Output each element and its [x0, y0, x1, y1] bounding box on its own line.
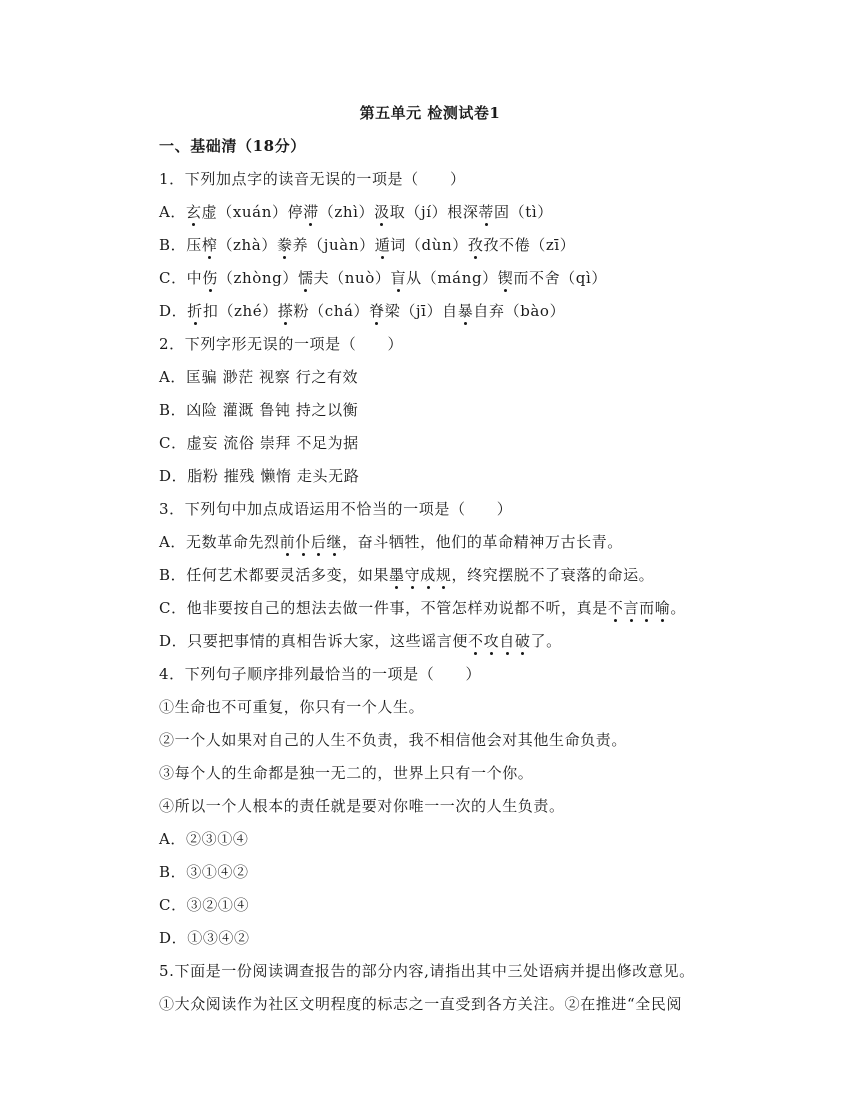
dotted-idiom: [608, 599, 670, 617]
q1-option-d: D．折扣（zhé）搽粉（chá）脊梁（jī）自暴自弃（bào）: [159, 302, 566, 320]
dotted-char: 懦: [297, 269, 314, 287]
q4-option-b: B．③①④②: [159, 863, 249, 881]
dotted-idiom: [280, 533, 342, 551]
q3-option-d: D．只要把事情的真相告诉大家，这些谣言便不攻自破了。: [159, 632, 562, 650]
dotted-char: 遁: [374, 236, 391, 254]
dotted-char: 不: [607, 599, 624, 617]
dotted-char: 而: [639, 599, 655, 617]
dotted-char: 墨: [389, 566, 405, 584]
dotted-char: 前: [279, 533, 296, 551]
dotted-char: 蒂: [478, 203, 495, 221]
q3-stem: 3．下列句中加点成语运用不恰当的一项是（ ）: [159, 500, 513, 518]
dotted-char: 伤: [202, 269, 218, 287]
q4-option-c: C．③②①④: [159, 896, 250, 914]
q1-stem: 1．下列加点字的读音无误的一项是（ ）: [159, 170, 466, 188]
dotted-char: 攻: [483, 632, 500, 650]
q4-sentence-1: ①生命也不可重复，你只有一个人生。: [159, 698, 425, 716]
q2-option-c: C．虚妄 流俗 崇拜 不足为据: [159, 434, 359, 452]
section-heading: 一、基础清（18分）: [159, 137, 306, 155]
dotted-char: 榨: [201, 236, 218, 254]
page-title: 第五单元 检测试卷1: [359, 104, 501, 122]
dotted-char: 折: [187, 302, 203, 320]
q5-stem: 5.下面是一份阅读调查报告的部分内容,请指出其中三处语病并提出修改意见。: [159, 962, 695, 980]
q2-option-d: D．脂粉 摧残 懒惰 走头无路: [159, 467, 360, 485]
q4-sentence-2: ②一个人如果对自己的人生不负责，我不相信他会对其他生命负责。: [159, 731, 628, 749]
q5-paragraph: ①大众阅读作为社区文明程度的标志之一直受到各方关注。②在推进“全民阅: [159, 995, 683, 1013]
dotted-char: 破: [514, 632, 531, 650]
q2-stem: 2．下列字形无误的一项是（ ）: [159, 335, 404, 353]
q1-option-c: C．中伤（zhòng）懦夫（nuò）盲从（máng）锲而不舍（qì）: [159, 269, 607, 287]
dotted-char: 自: [499, 632, 515, 650]
q2-option-b: B．凶险 灌溉 鲁钝 持之以衡: [159, 401, 359, 419]
q4-sentence-4: ④所以一个人根本的责任就是要对你唯一一次的人生负责。: [159, 797, 565, 815]
q1-option-b: B．压榨（zhà）豢养（juàn）遁词（dùn）孜孜不倦（zī）: [159, 236, 576, 254]
dotted-char: 成: [420, 566, 436, 584]
q4-stem: 4．下列句子顺序排列最恰当的一项是（ ）: [159, 665, 482, 683]
dotted-char: 盲: [390, 269, 407, 287]
dotted-idiom: [468, 632, 530, 650]
dotted-char: 孜: [467, 236, 484, 254]
dotted-char: 继: [326, 533, 343, 551]
q4-option-d: D．①③④②: [159, 929, 250, 947]
q4-sentence-3: ③每个人的生命都是独一无二的，世界上只有一个你。: [159, 764, 534, 782]
dotted-char: 规: [435, 566, 452, 584]
dotted-idiom: [389, 566, 451, 584]
dotted-char: 守: [404, 566, 421, 584]
dotted-char: 汲: [374, 203, 390, 221]
dotted-char: 暴: [457, 302, 474, 320]
q2-option-a: A．匡骗 渺茫 视察 行之有效: [159, 368, 359, 386]
dotted-char: 仆: [295, 533, 311, 551]
q3-option-c: C．他非要按自己的想法去做一件事，不管怎样劝说都不听，真是不言而喻。: [159, 599, 686, 617]
dotted-char: 滞: [303, 203, 319, 221]
dotted-char: 豢: [276, 236, 293, 254]
dotted-char: 脊: [369, 302, 385, 320]
dotted-char: 不: [468, 632, 484, 650]
dotted-char: 喻: [654, 599, 671, 617]
dotted-char: 后: [310, 533, 327, 551]
q1-option-a: A．玄虚（xuán）停滞（zhì）汲取（jí）根深蒂固（tì）: [159, 203, 553, 221]
q4-option-a: A．②③①④: [159, 830, 249, 848]
dotted-char: 搽: [277, 302, 294, 320]
dotted-char: 玄: [186, 203, 202, 221]
q3-option-b: B．任何艺术都要灵活多变，如果墨守成规，终究摆脱不了衰落的命运。: [159, 566, 655, 584]
dotted-char: 言: [623, 599, 640, 617]
dotted-char: 锲: [497, 269, 514, 287]
q3-option-a: A．无数革命先烈前仆后继，奋斗牺牲，他们的革命精神万古长青。: [159, 533, 623, 551]
